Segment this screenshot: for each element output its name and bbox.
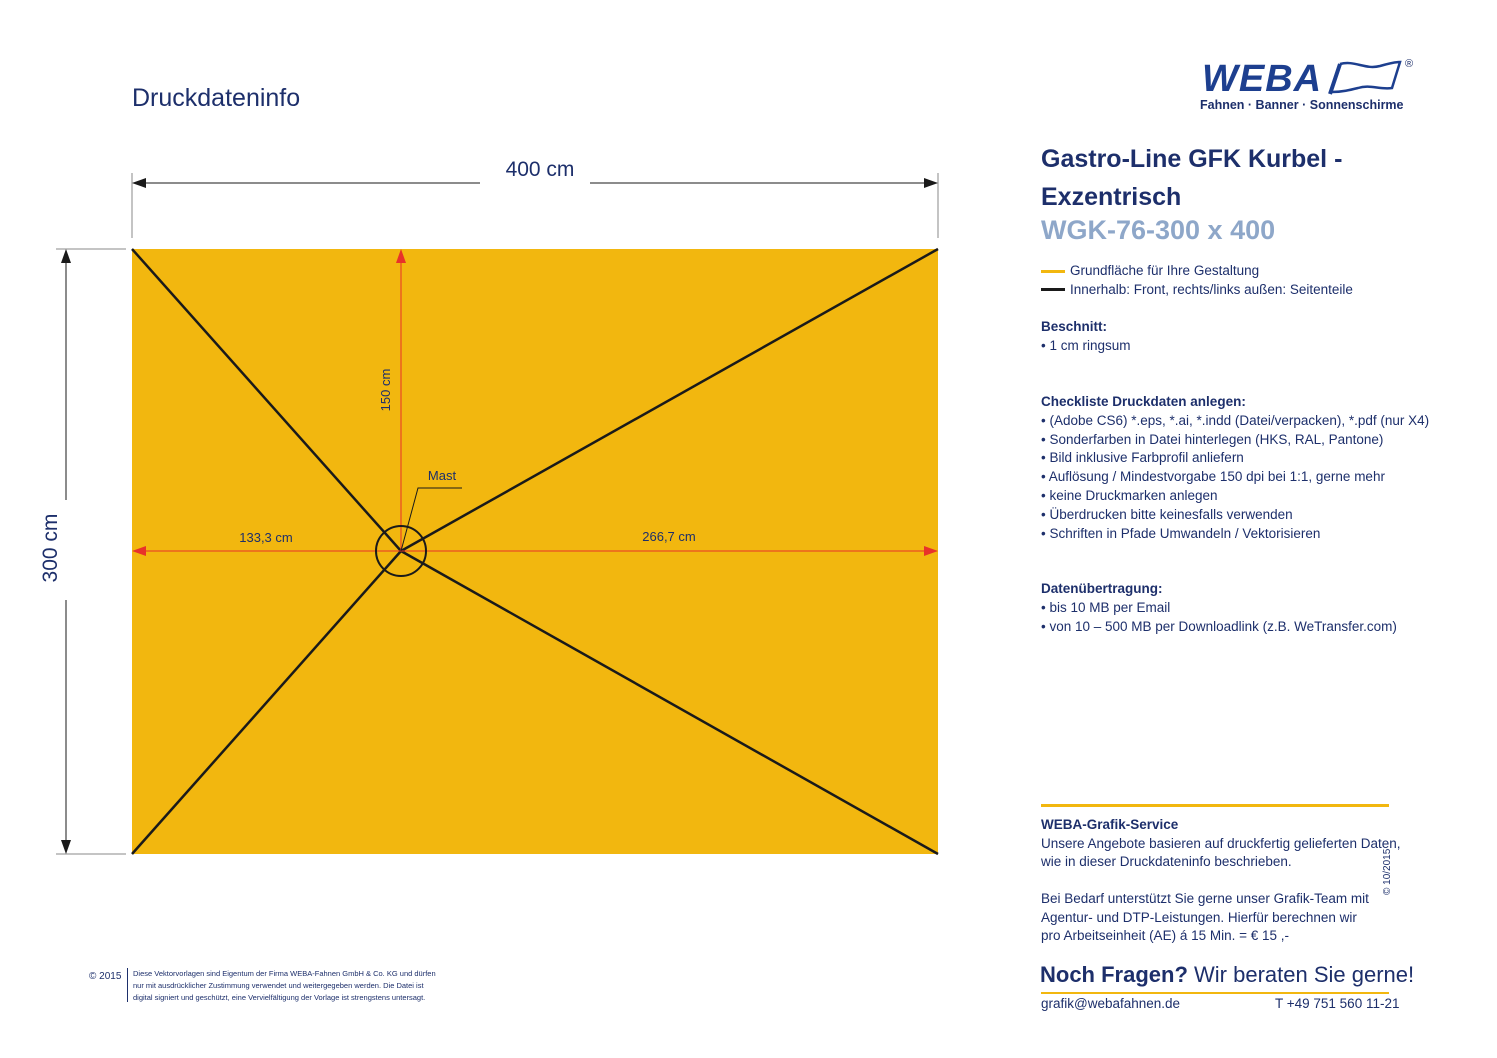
grafik-service bbox=[1041, 816, 1401, 946]
contact-question: Noch Fragen? bbox=[1040, 962, 1188, 987]
logo-tagline: Fahnen · Banner · Sonnenschirme bbox=[1200, 98, 1404, 112]
beschnitt-section bbox=[1041, 318, 1461, 356]
service-heading: WEBA-Grafik-Service bbox=[1041, 817, 1179, 832]
product-name-line2: Exzentrisch bbox=[1041, 183, 1182, 211]
list-item: • Sonderfarben in Datei hinterlegen (HKS, RAL, Pantone) bbox=[1041, 431, 1384, 447]
list-item: • von 10 – 500 MB per Downloadlink (z.B. WeTransfer.com) bbox=[1041, 618, 1397, 634]
service-line: Unsere Angebote basieren auf druckfertig gelieferten Daten, bbox=[1041, 835, 1401, 851]
legend-item-area: Grundfläche für Ihre Gestaltung bbox=[1041, 262, 1353, 281]
service-line: Bei Bedarf unterstützt Sie gerne unser Grafik-Team mit bbox=[1041, 891, 1369, 906]
footer-copyright: © 2015 bbox=[89, 971, 122, 982]
list-item: • (Adobe CS6) *.eps, *.ai, *.indd (Datei/verpacken), *.pdf (nur X4) bbox=[1041, 412, 1430, 428]
list-item: • keine Druckmarken anlegen bbox=[1041, 487, 1218, 503]
legend-swatch-black bbox=[1041, 288, 1065, 291]
legend bbox=[1041, 262, 1353, 299]
transfer-heading: Datenübertragung: bbox=[1041, 581, 1163, 596]
service-line: pro Arbeitseinheit (AE) á 15 Min. = € 15 ,- bbox=[1041, 928, 1290, 943]
divider bbox=[1041, 804, 1389, 807]
height-label: 300 cm bbox=[39, 513, 62, 583]
list-item: • Überdrucken bitte keinesfalls verwenden bbox=[1041, 506, 1293, 522]
service-line bbox=[1041, 872, 1401, 891]
top-distance-label: 150 cm bbox=[378, 368, 393, 412]
product-name bbox=[1041, 140, 1401, 216]
service-line: wie in dieser Druckdateninfo beschrieben. bbox=[1041, 854, 1292, 869]
list-item: • Auflösung / Mindestvorgabe 150 dpi bei 1:1, gerne mehr bbox=[1041, 469, 1385, 485]
right-distance-label: 266,7 cm bbox=[642, 529, 696, 544]
list-item: • bis 10 MB per Email bbox=[1041, 599, 1171, 615]
list-item: • Schriften in Pfade Umwandeln / Vektorisieren bbox=[1041, 525, 1321, 541]
checklist-heading: Checkliste Druckdaten anlegen: bbox=[1041, 394, 1246, 409]
contact-headline bbox=[1040, 962, 1414, 988]
product-name-line1: Gastro-Line GFK Kurbel - bbox=[1041, 145, 1343, 173]
legend-swatch-yellow bbox=[1041, 270, 1065, 273]
list-item: • Bild inklusive Farbprofil anliefern bbox=[1041, 450, 1244, 466]
contact-answer: Wir beraten Sie gerne! bbox=[1194, 962, 1415, 987]
logo-brand: WEBA bbox=[1202, 58, 1323, 100]
footer-legal: Diese Vektorvorlagen sind Eigentum der Firma WEBA-Fahnen GmbH & Co. KG und dürfen nur mit ausdrücklicher Zustimmung verwendet und weitergegeben werden. Die Datei ist digital signiert und geschützt, eine Vervielfältigung der Vorlage ist strengstens untersagt. bbox=[133, 969, 436, 1002]
registered-mark: ® bbox=[1405, 58, 1414, 70]
version-stamp: © 10/2015 bbox=[1382, 848, 1393, 895]
checklist-section bbox=[1041, 393, 1461, 543]
flag-icon bbox=[1320, 60, 1405, 98]
list-item: • 1 cm ringsum bbox=[1041, 337, 1131, 353]
legend-item-lines: Innerhalb: Front, rechts/links außen: Seitenteile bbox=[1041, 281, 1353, 300]
width-label: 400 cm bbox=[505, 158, 575, 181]
mast-label: Mast bbox=[427, 468, 457, 483]
divider bbox=[127, 968, 128, 1002]
left-distance-label: 133,3 cm bbox=[239, 530, 293, 545]
divider bbox=[1041, 992, 1389, 994]
page-title: Druckdateninfo bbox=[132, 84, 301, 112]
service-line: Agentur- und DTP-Leistungen. Hierfür berechnen wir bbox=[1041, 909, 1357, 925]
weba-logo bbox=[1200, 58, 1415, 118]
contact-email[interactable]: grafik@webafahnen.de bbox=[1041, 996, 1181, 1011]
transfer-section bbox=[1041, 580, 1461, 636]
contact-phone[interactable]: T +49 751 560 11-21 bbox=[1275, 996, 1400, 1011]
product-code: WGK-76-300 x 400 bbox=[1041, 215, 1276, 245]
beschnitt-heading: Beschnitt: bbox=[1041, 319, 1108, 334]
